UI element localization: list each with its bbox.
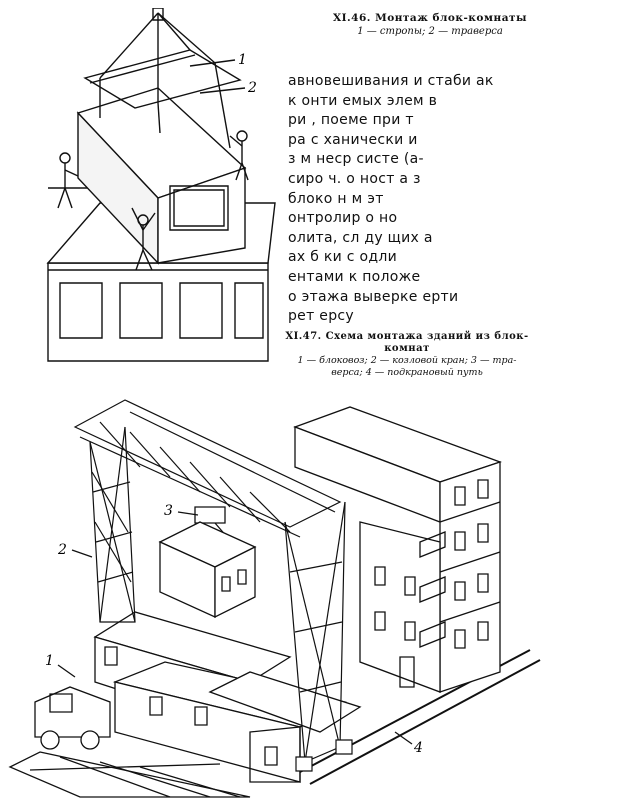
caption-legend-line: 1 — блоковоз; 2 — козловой кран; 3 — тра- <box>297 355 517 366</box>
label-1: 1 <box>45 653 54 669</box>
stacked-blocks <box>95 612 360 782</box>
caption-title: XI.47. Схема монтажа зданий из блок-комнат <box>285 331 529 354</box>
text-line: ах б ки с одли <box>288 249 398 266</box>
text-line: рет ерсу <box>288 308 354 325</box>
block-truck <box>35 687 110 749</box>
worker-figure <box>58 153 78 208</box>
label-2: 2 <box>248 80 257 96</box>
gantry-crane-drawing <box>0 372 640 798</box>
text-fragment <box>288 72 520 327</box>
caption-legend-line: верса; 4 — подкрановый путь <box>331 367 483 378</box>
label-2: 2 <box>58 542 67 558</box>
text-line: ри , поеме при т <box>288 112 414 129</box>
suspended-block-room <box>160 507 255 617</box>
caption-title: XI.46. Монтаж блок-комнаты <box>332 12 528 24</box>
sling <box>158 13 215 63</box>
text-line: з м неср систе (а- <box>288 151 424 168</box>
text-line: сиро ч. о ност а з <box>288 170 421 187</box>
label-4: 4 <box>414 740 423 756</box>
building <box>295 407 500 692</box>
text-line: блоко н м эт <box>288 190 384 207</box>
block-room-installation-figure <box>40 8 280 363</box>
text-line: к онти емых элем в <box>288 92 438 109</box>
label-3: 3 <box>164 503 173 519</box>
sling <box>100 13 158 78</box>
caption-legend: 1 — стропы; 2 — траверса <box>357 26 503 37</box>
text-line: авновешивания и стаби ак <box>288 73 494 89</box>
text-line: олита, сл ду щих а <box>288 229 433 246</box>
text-line: ра с ханически и <box>288 131 418 148</box>
text-line: о этажа выверке ерти <box>288 288 459 305</box>
figure-caption-xi46 <box>330 12 530 38</box>
label-1: 1 <box>238 52 247 68</box>
block-room-drawing <box>40 8 280 363</box>
text-line: ентами к положе <box>288 268 421 285</box>
building-assembly-figure <box>0 372 640 798</box>
text-line: онтролир о но <box>288 210 398 227</box>
